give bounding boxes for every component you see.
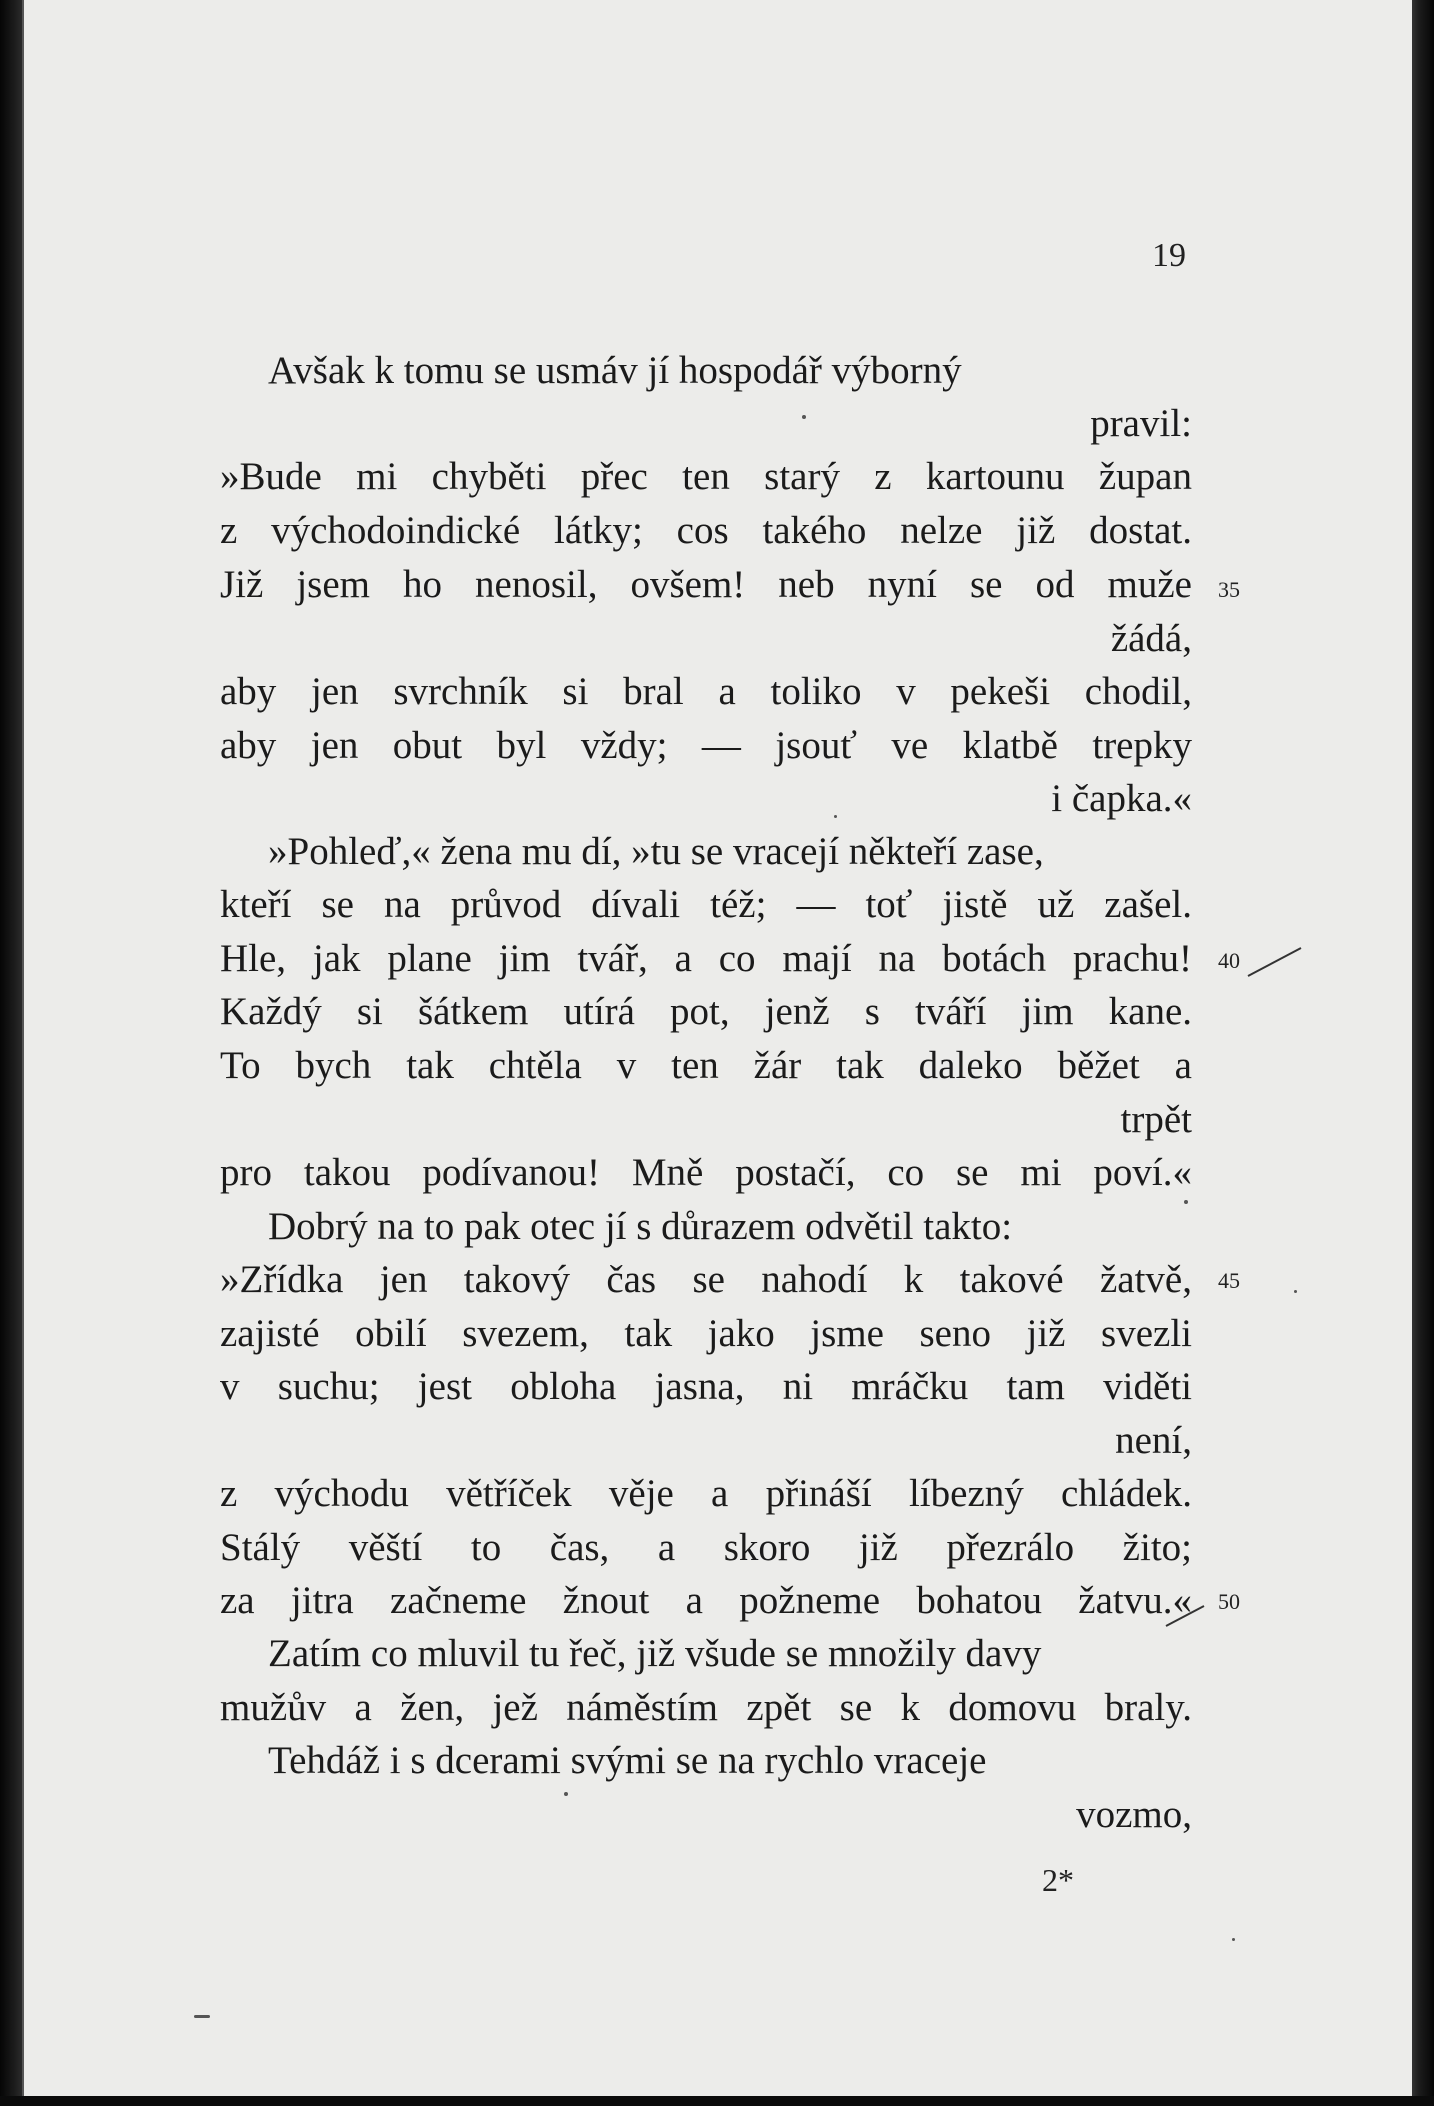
page-bottom-edge [0, 2096, 1434, 2106]
speck [834, 815, 837, 818]
text-line: Již jsem ho nenosil, ovšem! neb nyní se od muže [220, 563, 1192, 606]
speck [1232, 1938, 1235, 1941]
text-line: aby jen svrchník si bral a toliko v pekeši chodil, [220, 670, 1192, 713]
text-line: i čapka.« [1051, 777, 1192, 820]
text-line: »Pohleď,« žena mu dí, »tu se vracejí někteří zase, [268, 830, 1044, 873]
text-line: za jitra začneme žnout a požneme bohatou žatvu.« [220, 1579, 1192, 1622]
line-number: 50 [1218, 1589, 1240, 1614]
text-line: pro takou podívanou! Mně postačí, co se mi poví.« [220, 1151, 1192, 1194]
speck [1294, 1290, 1297, 1293]
text-line: Avšak k tomu se usmáv jí hospodář výborný [268, 349, 962, 392]
text-line: Tehdáž i s dcerami svými se na rychlo vraceje [268, 1739, 987, 1782]
text-line: »Bude mi chyběti přec ten starý z kartounu župan [220, 455, 1192, 498]
text-line: Každý si šátkem utírá pot, jenž s tváří jim kane. [220, 990, 1192, 1033]
text-line: mužův a žen, jež náměstím zpět se k domovu braly. [220, 1686, 1192, 1729]
book-page [22, 0, 1414, 2096]
pencil-mark [1164, 1600, 1214, 1630]
page-left-edge [0, 0, 22, 2106]
text-line: v suchu; jest obloha jasna, ni mráčku tam viděti [220, 1365, 1192, 1408]
speck [1184, 1200, 1188, 1204]
text-line: z východoindické látky; cos takého nelze již dostat. [220, 509, 1192, 552]
text-line: Zatím co mluvil tu řeč, již všude se množily davy [268, 1632, 1042, 1675]
line-number: 35 [1218, 577, 1240, 602]
speck [802, 415, 806, 419]
text-line: pravil: [1090, 402, 1192, 445]
signature-mark: 2* [1042, 1862, 1074, 1898]
text-line: není, [1115, 1419, 1192, 1462]
speck [194, 2015, 210, 2018]
speck [564, 1792, 568, 1796]
page-right-edge [1412, 0, 1434, 2106]
text-line-start: aby jen obut byl vždy; — jsouť ve klatbě trepky [220, 724, 1192, 767]
text-line: Dobrý na to pak otec jí s důrazem odvětil takto: [268, 1205, 1013, 1248]
text-line: To bych tak chtěla v ten žár tak daleko běžet a [220, 1044, 1192, 1087]
text-line: vozmo, [1076, 1793, 1192, 1836]
text-line: Hle, jak plane jim tvář, a co mají na botách prachu! [220, 937, 1192, 980]
text-line: Stálý věští to čas, a skoro již přezrálo žito; [220, 1526, 1192, 1569]
page-number: 19 [1152, 237, 1186, 274]
line-number: 40 [1218, 948, 1240, 973]
text-line: z východu větříček věje a přináší líbezný chládek. [220, 1472, 1192, 1515]
text-line: kteří se na průvod dívali též; — toť jistě už zašel. [220, 883, 1192, 926]
text-line: žádá, [1110, 617, 1192, 660]
text-line [220, 726, 1192, 765]
line-number: 45 [1218, 1268, 1240, 1293]
text-line: »Zřídka jen takový čas se nahodí k takové žatvě, [220, 1258, 1192, 1301]
text-line: zajisté obilí svezem, tak jako jsme seno již svezli [220, 1312, 1192, 1355]
pencil-mark [1246, 940, 1306, 980]
text-line: trpět [1120, 1098, 1192, 1141]
